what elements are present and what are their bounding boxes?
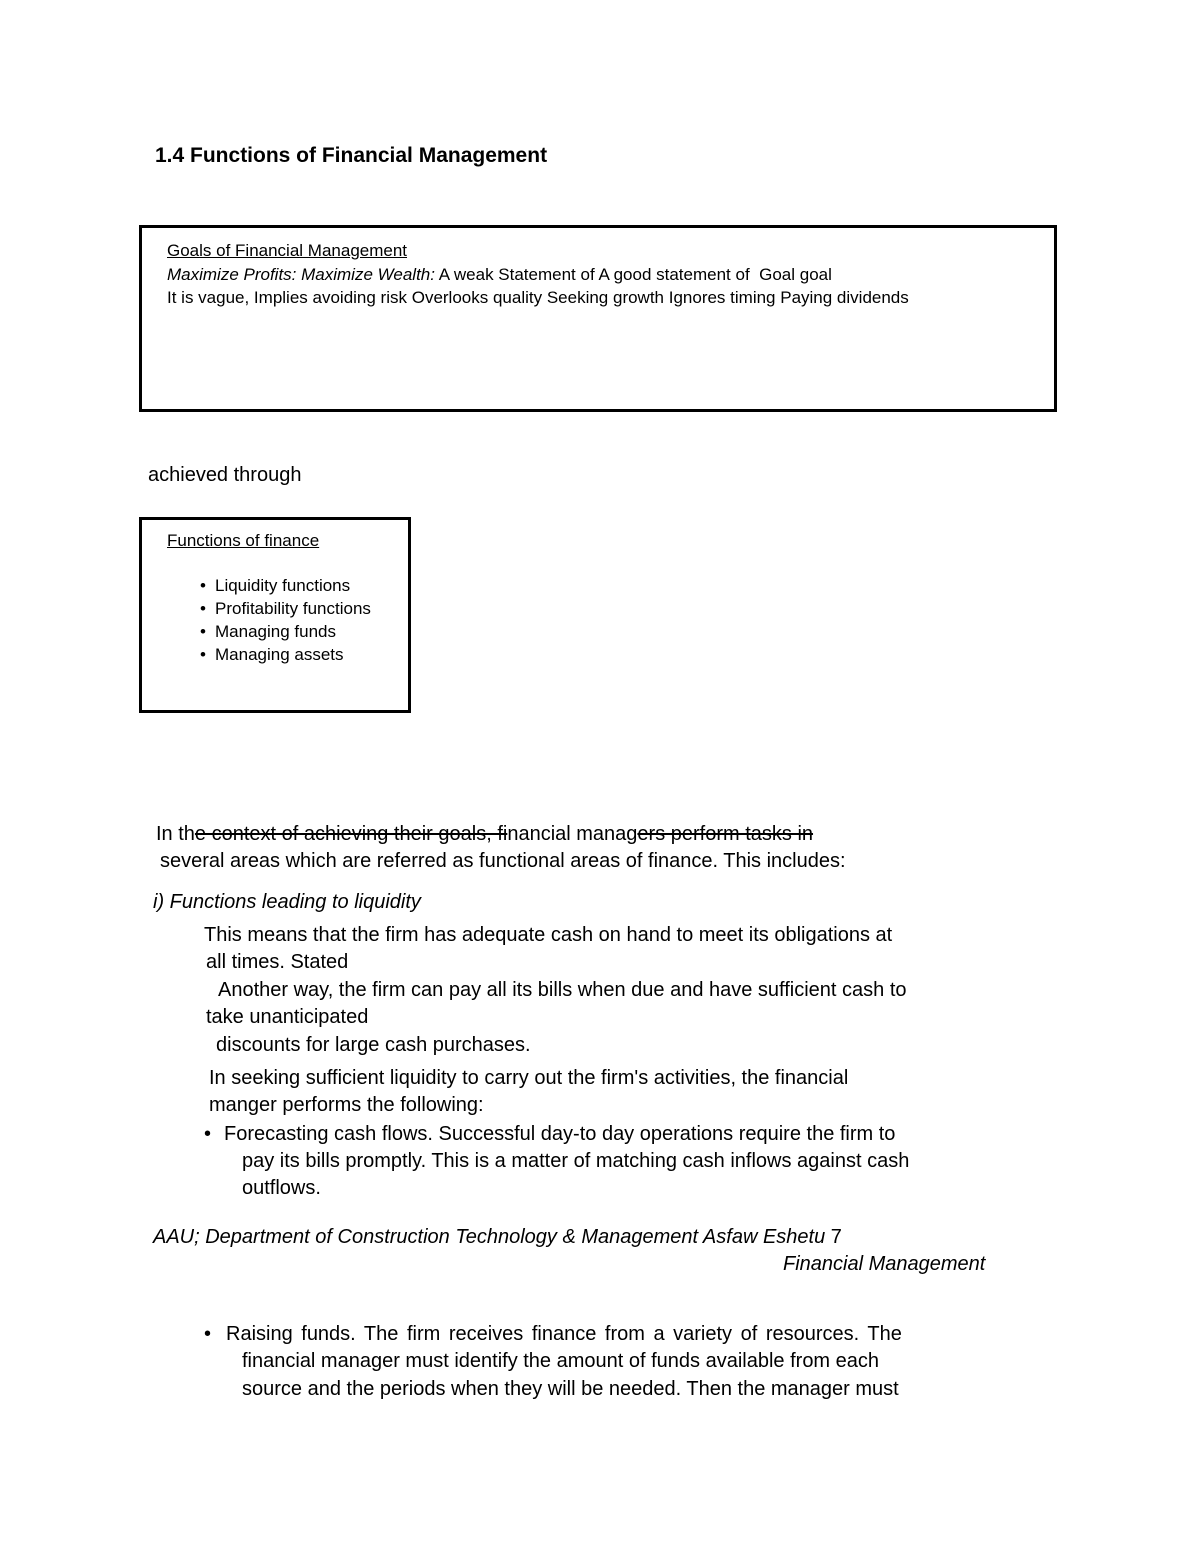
liquidity-heading: i) Functions leading to liquidity bbox=[153, 891, 421, 913]
list-item: • Liquidity functions bbox=[200, 576, 351, 595]
bullet-icon: • bbox=[204, 1323, 212, 1345]
raising-bullet-line-1: • Raising funds. The firm receives finance from a variety of resources. The bbox=[204, 1323, 902, 1345]
liquidity-para1-line: all times. Stated bbox=[206, 951, 349, 973]
footer-left: AAU; Department of Construction Technology & Management Asfaw Eshetu 7 bbox=[153, 1226, 842, 1248]
liquidity-para1-line: discounts for large cash purchases. bbox=[216, 1034, 531, 1056]
functions-box bbox=[139, 517, 411, 713]
bullet-icon: • bbox=[200, 622, 206, 641]
list-item: • Profitability functions bbox=[200, 599, 371, 618]
intro-line-2: several areas which are referred as functional areas of finance. This includes: bbox=[160, 850, 846, 872]
functions-list bbox=[200, 574, 371, 666]
raising-bullet-line-3: source and the periods when they will be needed. Then the manager must bbox=[242, 1378, 899, 1400]
functions-heading: Functions of finance bbox=[167, 531, 320, 550]
list-item: • Managing assets bbox=[200, 645, 344, 664]
forecasting-bullet-line-2: pay its bills promptly. This is a matter of matching cash inflows against cash bbox=[242, 1150, 910, 1172]
goals-italic-lead: Maximize Profits: Maximize Wealth: bbox=[167, 264, 435, 284]
list-item: • Managing funds bbox=[200, 622, 336, 641]
goals-line-2: It is vague, Implies avoiding risk Overlooks quality Seeking growth Ignores timing Paying dividends bbox=[167, 288, 909, 307]
connector-text: achieved through bbox=[148, 464, 302, 486]
goals-line-1-rest: A weak Statement of A good statement of Goal goal bbox=[434, 264, 832, 284]
intro-line-1: In the context of achieving their goals, financial managers perform tasks in bbox=[156, 823, 814, 845]
section-title: 1.4 Functions of Financial Management bbox=[155, 144, 548, 167]
goals-box-content bbox=[167, 239, 957, 310]
goals-heading: Goals of Financial Management bbox=[167, 241, 408, 260]
raising-bullet-line-2: financial manager must identify the amount of funds available from each bbox=[242, 1350, 880, 1372]
liquidity-para2-line: manger performs the following: bbox=[209, 1094, 484, 1116]
goals-line-1 bbox=[167, 263, 957, 287]
struck-text: ers perform tasks in bbox=[637, 823, 814, 845]
liquidity-para1-line: Another way, the firm can pay all its bills when due and have sufficient cash to bbox=[218, 979, 907, 1001]
goals-box bbox=[139, 225, 1057, 412]
page-number: 7 bbox=[830, 1226, 842, 1248]
struck-text: e context of achieving their goals, fi bbox=[194, 823, 508, 845]
footer-right: Financial Management bbox=[783, 1253, 986, 1275]
bullet-icon: • bbox=[200, 576, 206, 595]
bullet-icon: • bbox=[200, 645, 206, 664]
bullet-icon: • bbox=[200, 599, 206, 618]
forecasting-bullet-line-1: • Forecasting cash flows. Successful day-to day operations require the firm to bbox=[204, 1123, 896, 1145]
bullet-icon: • bbox=[204, 1123, 212, 1145]
liquidity-para2-line: In seeking sufficient liquidity to carry out the firm's activities, the financial bbox=[209, 1067, 849, 1089]
forecasting-bullet-line-3: outflows. bbox=[242, 1177, 321, 1199]
liquidity-para1-line: take unanticipated bbox=[206, 1006, 369, 1028]
liquidity-para1-line: This means that the firm has adequate cash on hand to meet its obligations at bbox=[204, 924, 893, 946]
